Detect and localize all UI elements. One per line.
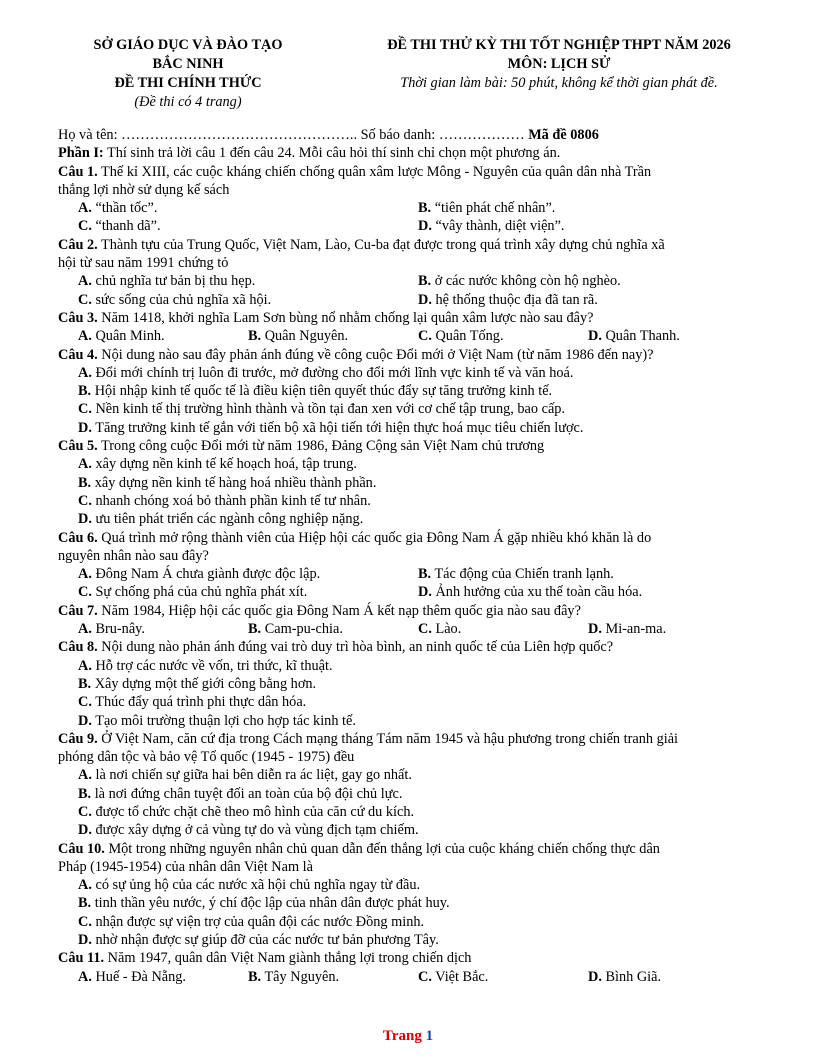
answer-option[interactable]: [78, 365, 573, 381]
option-row: [58, 474, 758, 492]
option-letter: D.: [78, 419, 92, 436]
option-row: [58, 712, 758, 730]
department-name: SỞ GIÁO DỤC VÀ ĐÀO TẠO: [93, 37, 283, 53]
subject-label: MÔN: LỊCH SỬ: [507, 56, 611, 72]
answer-option[interactable]: [588, 327, 680, 345]
option-text: xây dựng nền kinh tế kế hoạch hoá, tập trung.: [91, 456, 357, 473]
option-row: [58, 803, 758, 821]
question-6: [58, 529, 758, 602]
question-label: Câu 5.: [58, 438, 98, 455]
option-row: [58, 217, 758, 235]
question-7: [58, 602, 758, 639]
option-letter: B.: [248, 621, 262, 638]
answer-option[interactable]: [418, 291, 598, 309]
option-text: hệ thống thuộc địa đã tan rã.: [431, 291, 598, 308]
exam-page: [58, 36, 758, 986]
option-row: [58, 400, 758, 418]
department-block: [58, 36, 318, 112]
option-text: nhận được sự viện trợ của quân đội các nước Đồng minh.: [91, 913, 425, 930]
option-letter: A.: [78, 621, 92, 638]
question-label: Câu 2.: [58, 236, 98, 253]
option-letter: C.: [78, 584, 92, 601]
option-text: Bình Giã.: [601, 968, 662, 985]
answer-option[interactable]: [78, 822, 419, 838]
option-letter: A.: [78, 364, 92, 381]
question-label: Câu 7.: [58, 602, 98, 619]
answer-option[interactable]: [78, 217, 418, 235]
question-stem: [58, 163, 758, 181]
question-9: [58, 730, 758, 840]
question-5: [58, 437, 758, 528]
option-text: “thanh dã”.: [91, 218, 161, 235]
question-stem: [58, 529, 758, 547]
option-row: [58, 492, 758, 510]
option-letter: B.: [248, 328, 262, 345]
option-text: ở các nước không còn hộ nghèo.: [431, 273, 621, 290]
answer-option[interactable]: [78, 511, 363, 527]
option-letter: A.: [78, 566, 92, 583]
option-text: có sự ủng hộ của các nước xã hội chủ nghĩa ngay từ đầu.: [91, 877, 421, 894]
question-text: Thế kỉ XIII, các cuộc kháng chiến chống quân xâm lược Mông - Nguyên của quân dân nhà Trần: [97, 163, 652, 180]
option-letter: A.: [78, 328, 92, 345]
answer-option[interactable]: [418, 968, 588, 986]
question-stem: [58, 236, 758, 254]
option-text: “vây thành, diệt viện”.: [431, 218, 565, 235]
question-stem: [58, 858, 758, 876]
answer-option[interactable]: [78, 620, 248, 638]
option-letter: C.: [78, 401, 92, 418]
question-label: Câu 3.: [58, 309, 98, 326]
answer-option[interactable]: [248, 327, 418, 345]
answer-option[interactable]: [78, 383, 552, 399]
exam-header: [58, 36, 758, 112]
question-label: Câu 1.: [58, 163, 98, 180]
option-text: xây dựng nền kinh tế hàng hoá nhiều thành phần.: [91, 474, 377, 491]
option-letter: B.: [78, 895, 92, 912]
option-text: Quân Nguyên.: [261, 328, 349, 345]
option-text: Nền kinh tế thị trường hình thành và tồn tại đan xen với cơ chế tập trung, bao cấp.: [91, 401, 566, 418]
answer-option[interactable]: [418, 272, 621, 290]
option-letter: D.: [78, 932, 92, 949]
option-letter: C.: [78, 492, 92, 509]
option-letter: A.: [78, 200, 92, 217]
option-text: Huế - Đà Nẵng.: [91, 968, 186, 985]
question-text: Ở Việt Nam, căn cứ địa trong Cách mạng tháng Tám năm 1945 và hậu phương trong chiến tranh giải: [97, 730, 679, 747]
page-label: Trang: [382, 1028, 422, 1044]
option-letter: D.: [418, 291, 432, 308]
option-text: Xây dựng một thế giới công bằng hơn.: [91, 675, 317, 692]
option-letter: B.: [248, 968, 262, 985]
option-letter: D.: [418, 584, 432, 601]
question-text: Năm 1418, khởi nghĩa Lam Sơn bùng nổ nhằm chống lại quân xâm lược nào sau đây?: [97, 309, 594, 326]
official-label: ĐỀ THI CHÍNH THỨC: [114, 75, 262, 91]
option-row: [58, 693, 758, 711]
question-stem: [58, 254, 758, 272]
page-footer: [0, 1028, 816, 1045]
option-text: Sự chống phá của chủ nghĩa phát xít.: [91, 584, 308, 601]
question-text: Một trong những nguyên nhân chủ quan dẫn đến thắng lợi của cuộc kháng chiến chống thực dân: [104, 840, 660, 857]
option-letter: B.: [418, 566, 432, 583]
option-text: nhanh chóng xoá bỏ thành phần kinh tế tư nhân.: [91, 492, 371, 509]
option-letter: B.: [78, 383, 92, 400]
option-letter: C.: [418, 968, 432, 985]
option-letter: D.: [418, 218, 432, 235]
question-text: Trong công cuộc Đổi mới từ năm 1986, Đảng Cộng sản Việt Nam chủ trương: [97, 438, 545, 455]
option-row: [58, 382, 758, 400]
question-stem: [58, 309, 758, 327]
exam-title: ĐỀ THI THỬ KỲ THI TỐT NGHIỆP THPT NĂM 2026: [387, 37, 731, 53]
option-text: ưu tiên phát triển các ngành công nghiệp nặng.: [91, 511, 364, 528]
page-count-note: (Đề thi có 4 trang): [134, 94, 242, 110]
answer-option[interactable]: [78, 327, 248, 345]
question-stem: [58, 949, 758, 967]
option-text: Tây Nguyên.: [261, 968, 340, 985]
question-1: [58, 163, 758, 236]
option-text: Cam-pu-chia.: [261, 621, 343, 638]
question-11: [58, 949, 758, 986]
answer-option[interactable]: [588, 968, 661, 986]
option-row: [58, 876, 758, 894]
option-text: Thúc đẩy quá trình phi thực dân hóa.: [91, 694, 307, 711]
option-text: “tiên phát chế nhân”.: [431, 200, 556, 217]
question-label: Câu 10.: [58, 840, 105, 857]
option-text: là nơi đứng chân tuyệt đối an toàn của bộ đội chủ lực.: [91, 785, 403, 802]
option-text: được xây dựng ở cả vùng tự do và vùng địch tạm chiếm.: [91, 822, 419, 839]
part-label: Phần I:: [58, 145, 104, 162]
page-number: 1: [425, 1028, 434, 1044]
answer-option[interactable]: [418, 217, 565, 235]
option-text: Quân Tống.: [431, 328, 504, 345]
option-text: là nơi chiến sự giữa hai bên diễn ra ác liệt, gay go nhất.: [91, 767, 412, 784]
option-letter: D.: [588, 328, 602, 345]
question-stem: [58, 602, 758, 620]
answer-option[interactable]: [588, 620, 666, 638]
option-row: [58, 931, 758, 949]
option-text: được tổ chức chặt chẽ theo mô hình của căn cứ du kích.: [91, 803, 415, 820]
option-row: [58, 913, 758, 931]
question-stem: [58, 638, 758, 656]
option-row: [58, 272, 758, 290]
option-letter: A.: [78, 767, 92, 784]
part-instructions: [58, 144, 758, 162]
candidate-name-line: Họ và tên: ………………………………………….. Số báo danh: ………………: [58, 127, 529, 143]
answer-option[interactable]: [418, 199, 555, 217]
question-label: Câu 4.: [58, 346, 98, 363]
answer-option[interactable]: [248, 968, 418, 986]
answer-option[interactable]: [78, 401, 565, 417]
answer-option[interactable]: [78, 786, 402, 802]
question-stem: [58, 547, 758, 565]
question-label: Câu 8.: [58, 639, 98, 656]
question-8: [58, 638, 758, 729]
option-letter: C.: [78, 694, 92, 711]
option-letter: D.: [588, 968, 602, 985]
question-2: [58, 236, 758, 309]
option-letter: C.: [78, 803, 92, 820]
option-letter: C.: [78, 291, 92, 308]
answer-option[interactable]: [78, 804, 414, 820]
question-stem: [58, 437, 758, 455]
part-text: Thí sinh trả lời câu 1 đến câu 24. Mỗi câu hỏi thí sinh chỉ chọn một phương án.: [103, 145, 561, 162]
question-text: Pháp (1945-1954) của nhân dân Việt Nam là: [58, 858, 313, 875]
option-row: [58, 620, 758, 638]
question-stem: [58, 181, 758, 199]
answer-option[interactable]: [418, 327, 588, 345]
answer-option[interactable]: [78, 895, 450, 911]
candidate-info: [58, 126, 758, 144]
option-letter: A.: [78, 273, 92, 290]
answer-option[interactable]: [248, 620, 418, 638]
option-row: [58, 675, 758, 693]
option-row: [58, 455, 758, 473]
question-text: nguyên nhân nào sau đây?: [58, 547, 209, 564]
answer-option[interactable]: [78, 583, 418, 601]
option-letter: B.: [78, 675, 92, 692]
option-letter: C.: [418, 328, 432, 345]
answer-option[interactable]: [78, 713, 356, 729]
question-label: Câu 9.: [58, 730, 98, 747]
option-text: Ảnh hưởng của xu thế toàn cầu hóa.: [431, 584, 643, 601]
option-row: [58, 327, 758, 345]
option-text: Tạo môi trường thuận lợi cho hợp tác kinh tế.: [91, 712, 356, 729]
option-row: [58, 583, 758, 601]
question-stem: [58, 840, 758, 858]
answer-option[interactable]: [78, 767, 412, 783]
answer-option[interactable]: [78, 914, 424, 930]
question-label: Câu 6.: [58, 529, 98, 546]
question-stem: [58, 748, 758, 766]
option-row: [58, 565, 758, 583]
option-letter: D.: [78, 712, 92, 729]
answer-option[interactable]: [78, 932, 439, 948]
answer-option[interactable]: [78, 877, 420, 893]
answer-option[interactable]: [78, 694, 306, 710]
question-stem: [58, 346, 758, 364]
answer-option[interactable]: [78, 968, 248, 986]
question-4: [58, 346, 758, 437]
exam-code: Mã đề 0806: [528, 127, 599, 143]
answer-option[interactable]: [78, 199, 418, 217]
answer-option[interactable]: [418, 620, 588, 638]
question-text: phóng dân tộc và bảo vệ Tổ quốc (1945 - 1975) đều: [58, 749, 355, 766]
option-text: Việt Bắc.: [431, 968, 489, 985]
option-text: Quân Minh.: [91, 328, 165, 345]
option-text: Bru-nây.: [91, 621, 145, 638]
option-row: [58, 510, 758, 528]
option-row: [58, 657, 758, 675]
province-name: BẮC NINH: [152, 56, 224, 72]
option-text: “thần tốc”.: [91, 200, 158, 217]
option-text: nhờ nhận được sự giúp đỡ của các nước tư bản phương Tây.: [91, 932, 439, 949]
answer-option[interactable]: [78, 676, 316, 692]
answer-option[interactable]: [78, 456, 357, 472]
exam-title-block: [320, 36, 798, 93]
option-text: Mi-an-ma.: [601, 621, 667, 638]
question-text: Quá trình mở rộng thành viên của Hiệp hội các quốc gia Đông Nam Á gặp nhiều khó khăn là do: [97, 529, 652, 546]
option-row: [58, 364, 758, 382]
option-letter: A.: [78, 456, 92, 473]
option-row: [58, 766, 758, 784]
question-list: [58, 163, 758, 986]
option-letter: A.: [78, 968, 92, 985]
question-3: [58, 309, 758, 346]
question-text: Năm 1947, quân dân Việt Nam giành thắng lợi trong chiến dịch: [104, 950, 472, 967]
question-stem: [58, 730, 758, 748]
answer-option[interactable]: [78, 658, 333, 674]
option-row: [58, 291, 758, 309]
option-letter: D.: [588, 621, 602, 638]
option-text: tinh thần yêu nước, ý chí độc lập của nhân dân được phát huy.: [91, 895, 450, 912]
question-text: Nội dung nào sau đây phản ánh đúng về công cuộc Đổi mới ở Việt Nam (từ năm 1986 đến nay)?: [97, 346, 654, 363]
option-letter: C.: [78, 913, 92, 930]
answer-option[interactable]: [78, 291, 418, 309]
option-text: Quân Thanh.: [601, 328, 680, 345]
answer-option[interactable]: [78, 565, 418, 583]
option-letter: C.: [78, 218, 92, 235]
answer-option[interactable]: [78, 420, 583, 436]
option-text: Đông Nam Á chưa giành được độc lập.: [91, 566, 321, 583]
question-text: thắng lợi nhờ sử dụng kế sách: [58, 181, 230, 198]
option-letter: A.: [78, 877, 92, 894]
question-label: Câu 11.: [58, 950, 105, 967]
option-text: chủ nghĩa tư bản bị thu hẹp.: [91, 273, 256, 290]
question-text: Năm 1984, Hiệp hội các quốc gia Đông Nam Á kết nạp thêm quốc gia nào sau đây?: [97, 602, 581, 619]
option-letter: B.: [78, 785, 92, 802]
option-text: Tác động của Chiến tranh lạnh.: [431, 566, 614, 583]
option-row: [58, 894, 758, 912]
option-text: Hội nhập kinh tế quốc tế là điều kiện tiên quyết thúc đẩy sự tăng trưởng kinh tế.: [91, 383, 553, 400]
option-text: Hỗ trợ các nước về vốn, tri thức, kĩ thuật.: [91, 657, 333, 674]
option-text: sức sống của chủ nghĩa xã hội.: [91, 291, 272, 308]
option-row: [58, 968, 758, 986]
option-text: Đổi mới chính trị luôn đi trước, mở đường cho đổi mới lĩnh vực kinh tế và văn hoá.: [91, 364, 574, 381]
option-text: Lào.: [431, 621, 462, 638]
option-letter: D.: [78, 511, 92, 528]
option-letter: B.: [78, 474, 92, 491]
question-text: Thành tựu của Trung Quốc, Việt Nam, Lào, Cu-ba đạt được trong quá trình xây dựng chủ nghĩa xã: [97, 236, 665, 253]
question-text: Nội dung nào phản ánh đúng vai trò duy trì hòa bình, an ninh quốc tế của Liên hợp quốc?: [97, 639, 614, 656]
answer-option[interactable]: [78, 272, 418, 290]
option-row: [58, 199, 758, 217]
option-letter: D.: [78, 822, 92, 839]
answer-option[interactable]: [78, 475, 376, 491]
option-letter: C.: [418, 621, 432, 638]
option-text: Tăng trưởng kinh tế gắn với tiến bộ xã hội tiến tới hiện thực hoá mục tiêu chiến lược.: [91, 419, 584, 436]
option-letter: B.: [418, 273, 432, 290]
option-letter: B.: [418, 200, 432, 217]
question-text: hội từ sau năm 1991 chứng tỏ: [58, 255, 229, 272]
option-letter: A.: [78, 657, 92, 674]
question-10: [58, 840, 758, 950]
answer-option[interactable]: [418, 583, 642, 601]
option-row: [58, 419, 758, 437]
answer-option[interactable]: [418, 565, 614, 583]
option-row: [58, 821, 758, 839]
time-note: Thời gian làm bài: 50 phút, không kể thời gian phát đề.: [400, 75, 718, 91]
answer-option[interactable]: [78, 493, 371, 509]
option-row: [58, 785, 758, 803]
